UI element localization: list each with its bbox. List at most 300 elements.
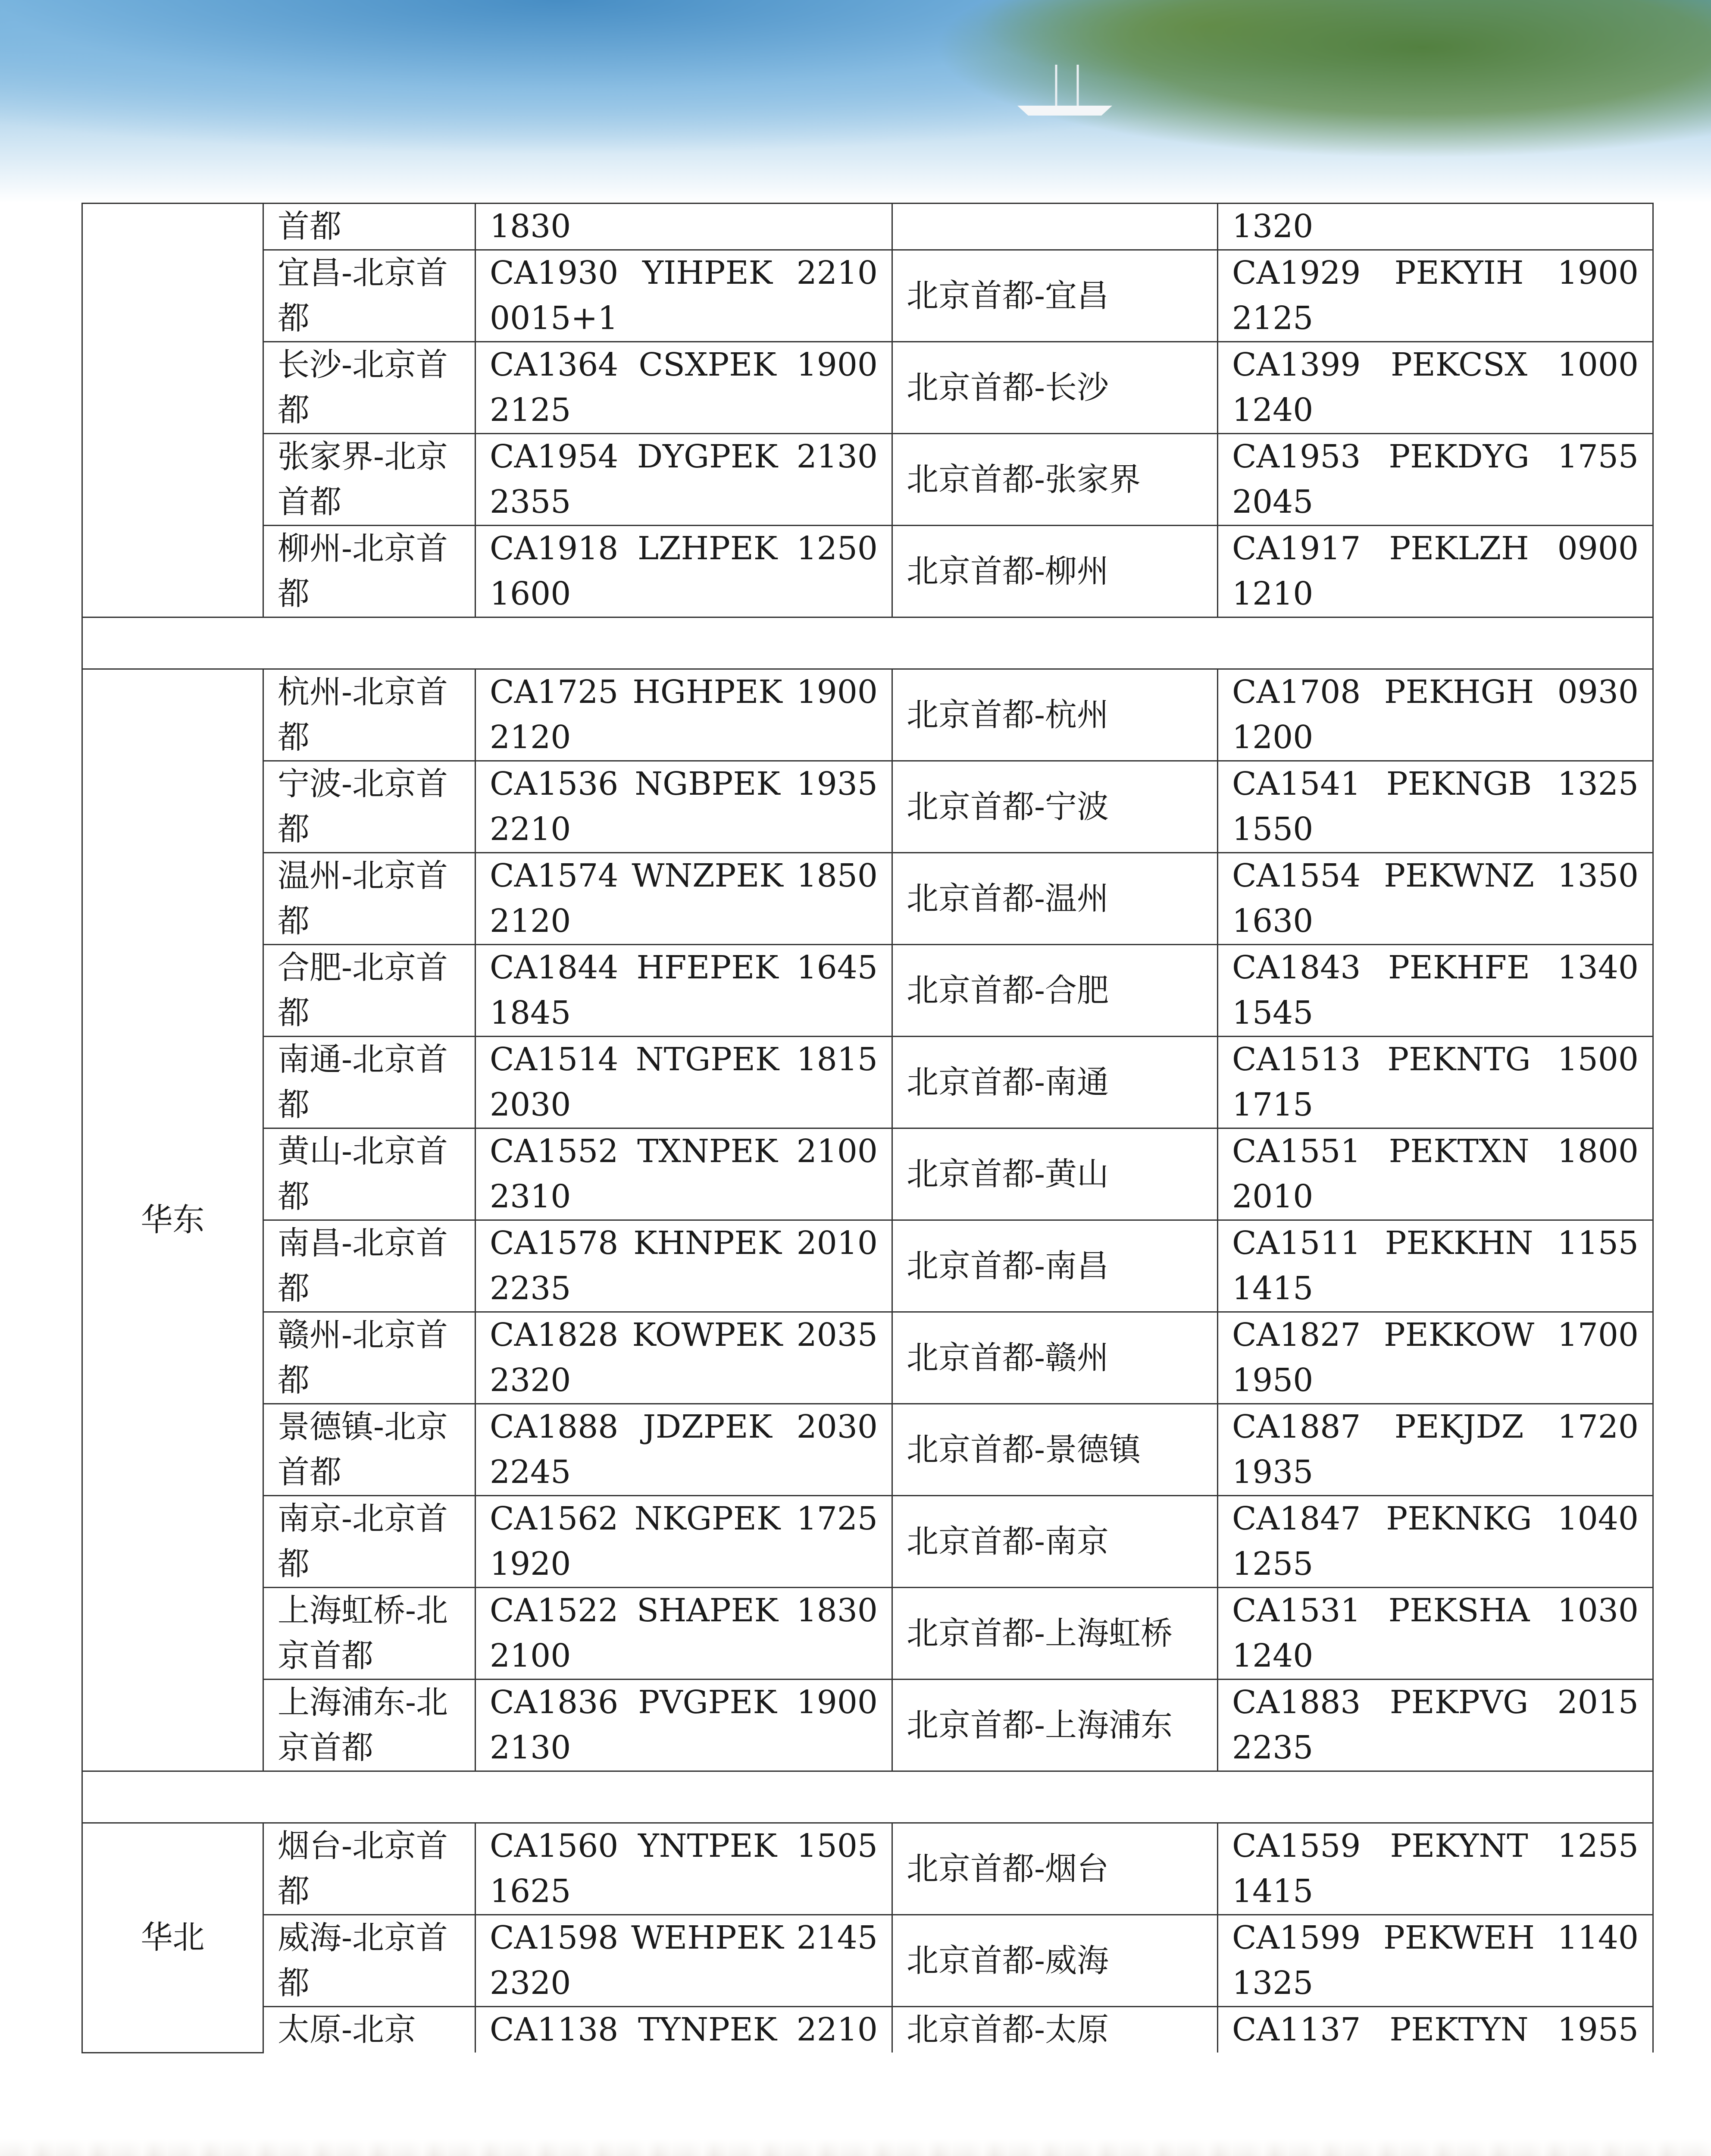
flight-line-1 xyxy=(490,1680,878,1725)
arrival-time: 2030 xyxy=(490,1086,571,1123)
airport-pair: NGBPEK xyxy=(635,765,780,802)
flight-number: CA1953 xyxy=(1232,438,1361,475)
return-route-cell xyxy=(892,1312,1218,1404)
airport-pair: LZHPEK xyxy=(637,530,778,567)
return-flight-cell xyxy=(1218,526,1653,617)
return-route-cell xyxy=(892,1037,1218,1128)
arrival-time: 1625 xyxy=(490,1873,571,1910)
airport-pair: PEKTYN xyxy=(1389,2011,1529,2048)
arrival-time: 2045 xyxy=(1232,483,1314,520)
departure-time: 1255 xyxy=(1557,1827,1639,1865)
arrival-time: 1240 xyxy=(1232,1637,1314,1674)
airport-pair: KHNPEK xyxy=(633,1225,782,1262)
flight-line-1 xyxy=(490,761,878,807)
route-cell xyxy=(263,1588,475,1680)
airport-pair: PEKSHA xyxy=(1388,1592,1530,1629)
flight-line-1 xyxy=(1232,1496,1639,1542)
departure-time: 1140 xyxy=(1557,1919,1639,1956)
airport-pair: PEKDYG xyxy=(1389,438,1530,475)
airport-pair: PEKTXN xyxy=(1389,1133,1530,1170)
return-flight-cell xyxy=(1218,1404,1653,1496)
flight-number: CA1827 xyxy=(1232,1316,1361,1354)
departure-time: 2210 xyxy=(796,2011,878,2048)
return-flight-cell xyxy=(1218,1496,1653,1588)
route-label: 杭州-北京首都 xyxy=(278,674,448,756)
flight-number: CA1514 xyxy=(490,1041,619,1078)
flight-cell xyxy=(475,1496,892,1588)
flight-line-1 xyxy=(1232,526,1639,571)
departure-time: 2035 xyxy=(796,1316,878,1354)
airport-pair: KOWPEK xyxy=(632,1316,783,1354)
flight-line-1 xyxy=(490,670,878,715)
route-label: 宁波-北京首都 xyxy=(278,765,448,848)
route-label: 上海虹桥-北京首都 xyxy=(278,1592,448,1674)
flight-number: CA1138 xyxy=(490,2011,619,2048)
route-cell xyxy=(263,1496,475,1588)
arrival-time: 1255 xyxy=(1232,1545,1314,1583)
route-label: 宜昌-北京首都 xyxy=(278,254,448,337)
return-route-label: 北京首都-威海 xyxy=(907,1942,1109,1979)
return-route-label: 北京首都-景德镇 xyxy=(907,1431,1141,1468)
flight-number: CA1541 xyxy=(1232,765,1361,802)
region-label: 华东 xyxy=(141,1201,205,1238)
flight-cell xyxy=(475,2007,892,2053)
route-label: 景德镇-北京首都 xyxy=(278,1408,448,1491)
return-route-cell xyxy=(892,1128,1218,1220)
departure-time: 1725 xyxy=(796,1500,878,1537)
flight-line-1 xyxy=(1232,1404,1639,1450)
arrival-time: 1210 xyxy=(1232,575,1314,612)
flight-cell xyxy=(475,853,892,945)
route-label: 太原-北京 xyxy=(278,2011,416,2048)
route-cell xyxy=(263,669,475,761)
flight-line-1 xyxy=(490,1129,878,1174)
return-route-label: 北京首都-南昌 xyxy=(907,1247,1109,1285)
flight-cell xyxy=(475,761,892,853)
flight-number: CA1513 xyxy=(1232,1041,1361,1078)
return-route-label: 北京首都-上海虹桥 xyxy=(907,1614,1173,1652)
arrival-time: 2320 xyxy=(490,1965,571,2002)
departure-time: 2145 xyxy=(796,1919,878,1956)
arrival-time: 1950 xyxy=(1232,1362,1314,1399)
departure-time: 1830 xyxy=(796,1592,878,1629)
return-route-cell xyxy=(892,669,1218,761)
flight-line-1 xyxy=(1232,1680,1639,1725)
flight-cell xyxy=(475,342,892,434)
return-route-cell xyxy=(892,2007,1218,2053)
route-cell xyxy=(263,853,475,945)
route-cell xyxy=(263,1312,475,1404)
return-route-cell xyxy=(892,250,1218,342)
return-flight-cell xyxy=(1218,761,1653,853)
return-route-label: 北京首都-杭州 xyxy=(907,696,1109,733)
arrival-time: 2010 xyxy=(1232,1178,1314,1215)
airport-pair: NKGPEK xyxy=(634,1500,781,1537)
flight-line-1 xyxy=(1232,1588,1639,1633)
departure-time: 1755 xyxy=(1557,438,1639,475)
flight-line-1 xyxy=(490,1404,878,1450)
airport-pair: PEKKOW xyxy=(1383,1316,1535,1354)
return-route-cell xyxy=(892,434,1218,526)
arrival-time: 2310 xyxy=(490,1178,571,1215)
route-cell xyxy=(263,1404,475,1496)
flight-cell xyxy=(475,669,892,761)
departure-time: 1040 xyxy=(1557,1500,1639,1537)
flight-line-1 xyxy=(1232,670,1639,715)
flight-number: CA1578 xyxy=(490,1225,619,1262)
footer-photo xyxy=(0,2139,1711,2156)
airport-pair: PEKNGB xyxy=(1386,765,1532,802)
airport-pair: TYNPEK xyxy=(638,2011,777,2048)
return-route-cell xyxy=(892,1220,1218,1312)
return-flight-cell xyxy=(1218,1915,1653,2007)
airport-pair: HFEPEK xyxy=(636,949,779,986)
return-route-label: 北京首都-南通 xyxy=(907,1063,1109,1101)
flight-line-1 xyxy=(1232,1915,1639,1961)
flight-line-1 xyxy=(490,204,878,249)
flight-number: CA1929 xyxy=(1232,254,1361,291)
flight-number: CA1917 xyxy=(1232,530,1361,567)
flight-line-1 xyxy=(1232,204,1639,249)
return-route-label: 北京首都-合肥 xyxy=(907,971,1109,1009)
section-spacer xyxy=(82,617,1653,669)
table-row xyxy=(82,945,1653,1037)
return-route-cell xyxy=(892,853,1218,945)
table-row xyxy=(82,1404,1653,1496)
return-route-label: 北京首都-温州 xyxy=(907,880,1109,917)
flight-line-1 xyxy=(1232,434,1639,479)
route-label: 赣州-北京首都 xyxy=(278,1316,448,1399)
route-cell xyxy=(263,1680,475,1771)
return-route-label: 北京首都-太原 xyxy=(907,2011,1109,2048)
airport-pair: PEKYNT xyxy=(1390,1827,1528,1865)
arrival-time: 1415 xyxy=(1232,1270,1314,1307)
arrival-time: 1715 xyxy=(1232,1086,1314,1123)
arrival-time: 0015+1 xyxy=(490,300,618,337)
flight-number: CA1137 xyxy=(1232,2011,1361,2048)
airport-pair: PVGPEK xyxy=(638,1684,777,1721)
arrival-time: 1325 xyxy=(1232,1965,1314,2002)
route-label: 合肥-北京首都 xyxy=(278,949,448,1031)
flight-number: CA1364 xyxy=(490,346,619,383)
flight-line-1 xyxy=(490,945,878,990)
route-cell xyxy=(263,1220,475,1312)
route-label: 南京-北京首都 xyxy=(278,1500,448,1583)
airport-pair: PEKNTG xyxy=(1387,1041,1531,1078)
departure-time: 2210 xyxy=(796,254,878,291)
flight-line-1 xyxy=(490,526,878,571)
flight-number: CA1511 xyxy=(1232,1225,1361,1262)
flight-cell xyxy=(475,434,892,526)
route-cell xyxy=(263,250,475,342)
arrival-time: 2125 xyxy=(1232,300,1314,337)
table-row xyxy=(82,1915,1653,2007)
departure-time: 1955 xyxy=(1557,2011,1639,2048)
flight-line-1 xyxy=(490,853,878,899)
return-flight-cell xyxy=(1218,1680,1653,1771)
return-route-cell xyxy=(892,204,1218,250)
airport-pair: SHAPEK xyxy=(637,1592,778,1629)
table-row xyxy=(82,434,1653,526)
return-route-label: 北京首都-上海浦东 xyxy=(907,1706,1173,1744)
flight-cell xyxy=(475,204,892,250)
airport-pair: DYGPEK xyxy=(637,438,778,475)
departure-time: 1900 xyxy=(796,674,878,711)
flight-number: CA1843 xyxy=(1232,949,1361,986)
flight-schedule-table xyxy=(81,203,1654,2053)
departure-time: 1720 xyxy=(1557,1408,1639,1445)
flight-number: CA1536 xyxy=(490,765,619,802)
route-label: 烟台-北京首都 xyxy=(278,1827,448,1910)
flight-cell xyxy=(475,1312,892,1404)
flight-number: CA1918 xyxy=(490,530,619,567)
table-row xyxy=(82,853,1653,945)
table-row xyxy=(82,1588,1653,1680)
return-flight-cell xyxy=(1218,250,1653,342)
table-row xyxy=(82,1680,1653,1771)
arrival-time: 1845 xyxy=(490,994,571,1031)
return-flight-cell xyxy=(1218,342,1653,434)
region-cell xyxy=(82,204,263,617)
flight-cell xyxy=(475,1128,892,1220)
return-route-cell xyxy=(892,1915,1218,2007)
flight-cell xyxy=(475,1680,892,1771)
airport-pair: NTGPEK xyxy=(635,1041,779,1078)
flight-cell xyxy=(475,1915,892,2007)
departure-time: 2100 xyxy=(796,1133,878,1170)
table-row xyxy=(82,669,1653,761)
return-route-label: 北京首都-张家界 xyxy=(907,461,1141,498)
return-route-label: 北京首都-宜昌 xyxy=(907,277,1109,314)
arrival-time: 1600 xyxy=(490,575,571,612)
arrival-time: 1630 xyxy=(1232,903,1314,940)
flight-number: CA1599 xyxy=(1232,1919,1361,1956)
route-cell xyxy=(263,204,475,250)
flight-line-1 xyxy=(1232,342,1639,388)
flight-number: CA1552 xyxy=(490,1133,619,1170)
airport-pair: PEKYIH xyxy=(1394,254,1524,291)
return-route-cell xyxy=(892,1404,1218,1496)
route-cell xyxy=(263,434,475,526)
flight-number: CA1399 xyxy=(1232,346,1361,383)
departure-time: 1325 xyxy=(1557,765,1639,802)
flight-cell xyxy=(475,526,892,617)
airport-pair: PEKPVG xyxy=(1389,1684,1529,1721)
return-route-cell xyxy=(892,1680,1218,1771)
return-flight-cell xyxy=(1218,1128,1653,1220)
flight-number: CA1725 xyxy=(490,674,619,711)
flight-number: CA1562 xyxy=(490,1500,619,1537)
return-route-label: 北京首都-黄山 xyxy=(907,1155,1109,1193)
return-flight-cell xyxy=(1218,204,1653,250)
arrival-time: 2235 xyxy=(490,1270,571,1307)
return-route-label: 北京首都-南京 xyxy=(907,1523,1109,1560)
flight-number: CA1847 xyxy=(1232,1500,1361,1537)
arrival-time: 1545 xyxy=(1232,994,1314,1031)
return-route-cell xyxy=(892,1496,1218,1588)
route-cell xyxy=(263,2007,475,2053)
flight-line-1 xyxy=(1232,945,1639,990)
arrival-time: 2100 xyxy=(490,1637,571,1674)
departure-time: 1900 xyxy=(796,346,878,383)
airport-pair: PEKCSX xyxy=(1390,346,1528,383)
route-cell xyxy=(263,945,475,1037)
route-label: 温州-北京首都 xyxy=(278,857,448,940)
departure-time: 1155 xyxy=(1557,1225,1639,1262)
flight-time: 1320 xyxy=(1232,208,1314,245)
flight-number: CA1531 xyxy=(1232,1592,1361,1629)
arrival-time: 2235 xyxy=(1232,1729,1314,1766)
table-row xyxy=(82,1220,1653,1312)
departure-time: 1815 xyxy=(796,1041,878,1078)
flight-line-1 xyxy=(490,1037,878,1082)
return-route-cell xyxy=(892,761,1218,853)
departure-time: 0900 xyxy=(1557,530,1639,567)
arrival-time: 1935 xyxy=(1232,1454,1314,1491)
flight-cell xyxy=(475,250,892,342)
route-label: 威海-北京首都 xyxy=(278,1919,448,2002)
flight-number: CA1954 xyxy=(490,438,619,475)
header-photo xyxy=(0,0,1711,203)
flight-line-1 xyxy=(490,1588,878,1633)
departure-time: 1250 xyxy=(796,530,878,567)
flight-number: CA1883 xyxy=(1232,1684,1361,1721)
table-row xyxy=(82,1496,1653,1588)
return-flight-cell xyxy=(1218,2007,1653,2053)
sailboat-icon xyxy=(1009,65,1121,116)
flight-number: CA1828 xyxy=(490,1316,619,1354)
flight-line-1 xyxy=(490,434,878,479)
flight-line-1 xyxy=(1232,2007,1639,2053)
airport-pair: PEKHFE xyxy=(1388,949,1530,986)
flight-line-1 xyxy=(490,1824,878,1869)
departure-time: 2010 xyxy=(796,1225,878,1262)
arrival-time: 2120 xyxy=(490,903,571,940)
departure-time: 1340 xyxy=(1557,949,1639,986)
return-route-cell xyxy=(892,945,1218,1037)
flight-number: CA1560 xyxy=(490,1827,619,1865)
airport-pair: TXNPEK xyxy=(637,1133,778,1170)
flight-number: CA1559 xyxy=(1232,1827,1361,1865)
route-cell xyxy=(263,1037,475,1128)
spacer-cell xyxy=(82,617,1653,669)
region-label: 华北 xyxy=(141,1919,205,1956)
departure-time: 1800 xyxy=(1557,1133,1639,1170)
flight-line-1 xyxy=(1232,761,1639,807)
departure-time: 2130 xyxy=(796,438,878,475)
return-route-cell xyxy=(892,526,1218,617)
departure-time: 1935 xyxy=(796,765,878,802)
flight-line-1 xyxy=(490,2007,878,2053)
flight-cell xyxy=(475,1404,892,1496)
route-cell xyxy=(263,526,475,617)
airport-pair: PEKHGH xyxy=(1384,674,1534,711)
flight-number: CA1598 xyxy=(490,1919,619,1956)
departure-time: 2015 xyxy=(1557,1684,1639,1721)
return-flight-cell xyxy=(1218,434,1653,526)
return-flight-cell xyxy=(1218,669,1653,761)
return-route-label: 北京首都-赣州 xyxy=(907,1339,1109,1376)
return-flight-cell xyxy=(1218,1312,1653,1404)
region-cell xyxy=(82,1823,263,2053)
route-cell xyxy=(263,1823,475,1915)
arrival-time: 1200 xyxy=(1232,719,1314,756)
airport-pair: YNTPEK xyxy=(638,1827,777,1865)
flight-line-1 xyxy=(1232,1221,1639,1266)
return-flight-cell xyxy=(1218,853,1653,945)
departure-time: 1500 xyxy=(1557,1041,1639,1078)
airport-pair: PEKLZH xyxy=(1389,530,1529,567)
flight-line-1 xyxy=(490,1915,878,1961)
airport-pair: CSXPEK xyxy=(638,346,776,383)
flight-number: CA1930 xyxy=(490,254,619,291)
route-label: 张家界-北京首都 xyxy=(278,438,448,520)
route-label: 南昌-北京首都 xyxy=(278,1225,448,1307)
flight-number: CA1844 xyxy=(490,949,619,986)
departure-time: 0930 xyxy=(1557,674,1639,711)
airport-pair: PEKKHN xyxy=(1385,1225,1533,1262)
airport-pair: PEKWNZ xyxy=(1384,857,1534,894)
flight-line-1 xyxy=(1232,1313,1639,1358)
return-route-label: 北京首都-长沙 xyxy=(907,369,1109,406)
flight-number: CA1574 xyxy=(490,857,619,894)
flight-number: CA1522 xyxy=(490,1592,619,1629)
departure-time: 1700 xyxy=(1557,1316,1639,1354)
route-label: 首都 xyxy=(278,208,341,245)
table-row xyxy=(82,1128,1653,1220)
airport-pair: WNZPEK xyxy=(632,857,783,894)
flight-cell xyxy=(475,1588,892,1680)
route-label: 长沙-北京首都 xyxy=(278,346,448,429)
return-flight-cell xyxy=(1218,1220,1653,1312)
route-label: 黄山-北京首都 xyxy=(278,1133,448,1215)
flight-line-1 xyxy=(490,1221,878,1266)
table-row xyxy=(82,1312,1653,1404)
route-label: 柳州-北京首都 xyxy=(278,530,448,612)
table-row xyxy=(82,761,1653,853)
table-row xyxy=(82,1823,1653,1915)
return-flight-cell xyxy=(1218,1037,1653,1128)
section-spacer xyxy=(82,1771,1653,1823)
flight-number: CA1888 xyxy=(490,1408,619,1445)
flight-line-1 xyxy=(490,342,878,388)
departure-time: 2030 xyxy=(796,1408,878,1445)
return-flight-cell xyxy=(1218,1588,1653,1680)
arrival-time: 2245 xyxy=(490,1454,571,1491)
departure-time: 1000 xyxy=(1557,346,1639,383)
airport-pair: PEKNKG xyxy=(1386,1500,1532,1537)
arrival-time: 1550 xyxy=(1232,811,1314,848)
arrival-time: 2125 xyxy=(490,392,571,429)
route-label: 南通-北京首都 xyxy=(278,1041,448,1123)
flight-cell xyxy=(475,1037,892,1128)
flight-line-1 xyxy=(490,251,878,296)
return-flight-cell xyxy=(1218,1823,1653,1915)
route-cell xyxy=(263,1915,475,2007)
table-row xyxy=(82,342,1653,434)
departure-time: 1505 xyxy=(796,1827,878,1865)
return-flight-cell xyxy=(1218,945,1653,1037)
flight-cell xyxy=(475,1220,892,1312)
flight-line-1 xyxy=(1232,853,1639,899)
airport-pair: PEKJDZ xyxy=(1394,1408,1524,1445)
arrival-time: 1415 xyxy=(1232,1873,1314,1910)
arrival-time: 2320 xyxy=(490,1362,571,1399)
airport-pair: YIHPEK xyxy=(642,254,773,291)
departure-time: 1350 xyxy=(1557,857,1639,894)
spacer-cell xyxy=(82,1771,1653,1823)
route-cell xyxy=(263,1128,475,1220)
